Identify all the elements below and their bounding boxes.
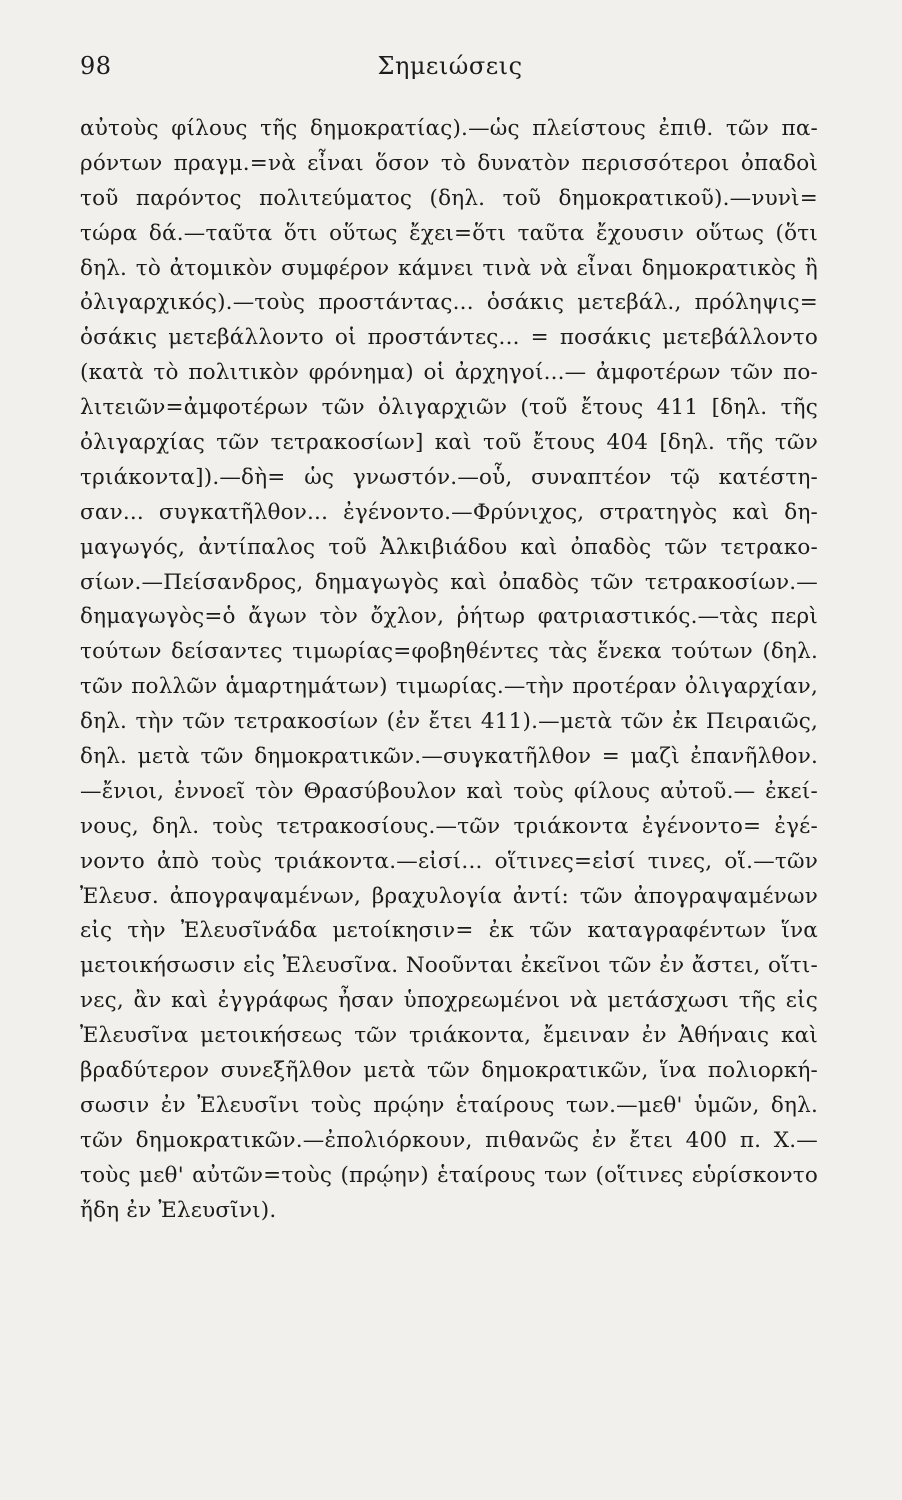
text-line: τριάκοντα]).—δὴ= ὡς γνωστόν.—οὗ, συναπτέον τῷ κατέστη- — [80, 464, 818, 490]
page-number: 98 — [80, 52, 112, 80]
text-line: τῶν πολλῶν ἁμαρτημάτων) τιμωρίας.—τὴν προτέραν ὀλιγαρχίαν, — [80, 674, 818, 700]
text-line: ρόντων πραγμ.=νὰ εἶναι ὅσον τὸ δυνατὸν περισσότεροι ὀπαδοὶ — [80, 150, 818, 176]
text-line: τοῦ παρόντος πολιτεύματος (δηλ. τοῦ δημοκρατικοῦ).—νυνὶ= — [80, 185, 818, 211]
text-line: ὀλιγαρχικός).—τοὺς προστάντας... ὁσάκις μετεβάλ., πρόληψις= — [80, 290, 818, 316]
running-title: Σημειώσεις — [377, 52, 523, 80]
text-line: Ἐλευσῖνα μετοικήσεως τῶν τριάκοντα, ἔμειναν ἐν Ἀθήναις καὶ — [80, 1023, 818, 1049]
text-line: τοὺς μεθ' αὐτῶν=τοὺς (πρῴην) ἑταίρους των (οἵτινες εὑρίσκοντο — [80, 1162, 818, 1188]
text-line: ὁσάκις μετεβάλλοντο οἱ προστάντες... = ποσάκις μετεβάλλοντο — [80, 325, 818, 351]
page-header — [80, 52, 820, 92]
text-line: τῶν δημοκρατικῶν.—ἐπολιόρκουν, πιθανῶς ἐν ἔτει 400 π. Χ.— — [80, 1127, 818, 1153]
text-line: ὀλιγαρχίας τῶν τετρακοσίων] καὶ τοῦ ἔτους 404 [δηλ. τῆς τῶν — [80, 430, 818, 456]
notes-text — [80, 112, 818, 1229]
text-line: τούτων δείσαντες τιμωρίας=φοβηθέντες τὰς ἕνεκα τούτων (δηλ. — [80, 639, 818, 665]
text-line: αὐτοὺς φίλους τῆς δημοκρατίας).—ὡς πλείστους ἐπιθ. τῶν πα- — [80, 116, 818, 141]
text-line: σωσιν ἐν Ἐλευσῖνι τοὺς πρῴην ἑταίρους των.—μεθ' ὑμῶν, δηλ. — [80, 1092, 818, 1118]
text-line: δηλ. μετὰ τῶν δημοκρατικῶν.—συγκατῆλθον = μαζὶ ἐπανῆλθον. — [80, 744, 818, 770]
text-line: εἰς τὴν Ἐλευσῖνάδα μετοίκησιν= ἐκ τῶν καταγραφέντων ἵνα — [80, 918, 818, 944]
text-line: σίων.—Πείσανδρος, δημαγωγὸς καὶ ὀπαδὸς τῶν τετρακοσίων.— — [80, 569, 818, 595]
text-line: νες, ἂν καὶ ἐγγράφως ἦσαν ὑποχρεωμένοι νὰ μετάσχωσι τῆς εἰς — [80, 988, 818, 1014]
text-line: Ἐλευσ. ἀπογραψαμένων, βραχυλογία ἀντί: τῶν ἀπογραψαμένων — [80, 883, 818, 909]
text-line: νους, δηλ. τοὺς τετρακοσίους.—τῶν τριάκοντα ἐγένοντο= ἐγέ- — [80, 813, 818, 839]
text-line: τώρα δά.—ταῦτα ὅτι οὕτως ἔχει=ὅτι ταῦτα ἔχουσιν οὕτως (ὅτι — [80, 220, 818, 246]
text-line: (κατὰ τὸ πολιτικὸν φρόνημα) οἱ ἀρχηγοί...— ἀμφοτέρων τῶν πο- — [80, 360, 818, 386]
text-line: σαν... συγκατῆλθον... ἐγένοντο.—Φρύνιχος, στρατηγὸς καὶ δη- — [80, 499, 818, 525]
text-line: λιτειῶν=ἀμφοτέρων τῶν ὀλιγαρχιῶν (τοῦ ἔτους 411 [δηλ. τῆς — [80, 395, 818, 421]
text-line: δηλ. τὸ ἀτομικὸν συμφέρον κάμνει τινὰ νὰ εἶναι δημοκρατικὸς ἢ — [80, 255, 818, 281]
text-line: μαγωγός, ἀντίπαλος τοῦ Ἀλκιβιάδου καὶ ὀπαδὸς τῶν τετρακο- — [80, 534, 818, 560]
text-line: νοντο ἀπὸ τοὺς τριάκοντα.—εἰσί... οἵτινες=εἰσί τινες, οἵ.—τῶν — [80, 848, 818, 874]
text-line: —ἔνιοι, ἐννοεῖ τὸν Θρασύβουλον καὶ τοὺς φίλους αὐτοῦ.— ἐκεί- — [80, 778, 818, 804]
text-line: ἤδη ἐν Ἐλευσῖνι). — [80, 1197, 277, 1223]
text-line: δημαγωγὸς=ὁ ἄγων τὸν ὄχλον, ῥήτωρ φατριαστικός.—τὰς περὶ — [80, 604, 818, 630]
text-line: μετοικήσωσιν εἰς Ἐλευσῖνα. Νοοῦνται ἐκεῖνοι τῶν ἐν ἄστει, οἵτι- — [80, 953, 818, 979]
text-line: δηλ. τὴν τῶν τετρακοσίων (ἐν ἔτει 411).—μετὰ τῶν ἐκ Πειραιῶς, — [80, 709, 818, 735]
text-line: βραδύτερον συνεξῆλθον μετὰ τῶν δημοκρατικῶν, ἵνα πολιορκή- — [80, 1058, 818, 1084]
